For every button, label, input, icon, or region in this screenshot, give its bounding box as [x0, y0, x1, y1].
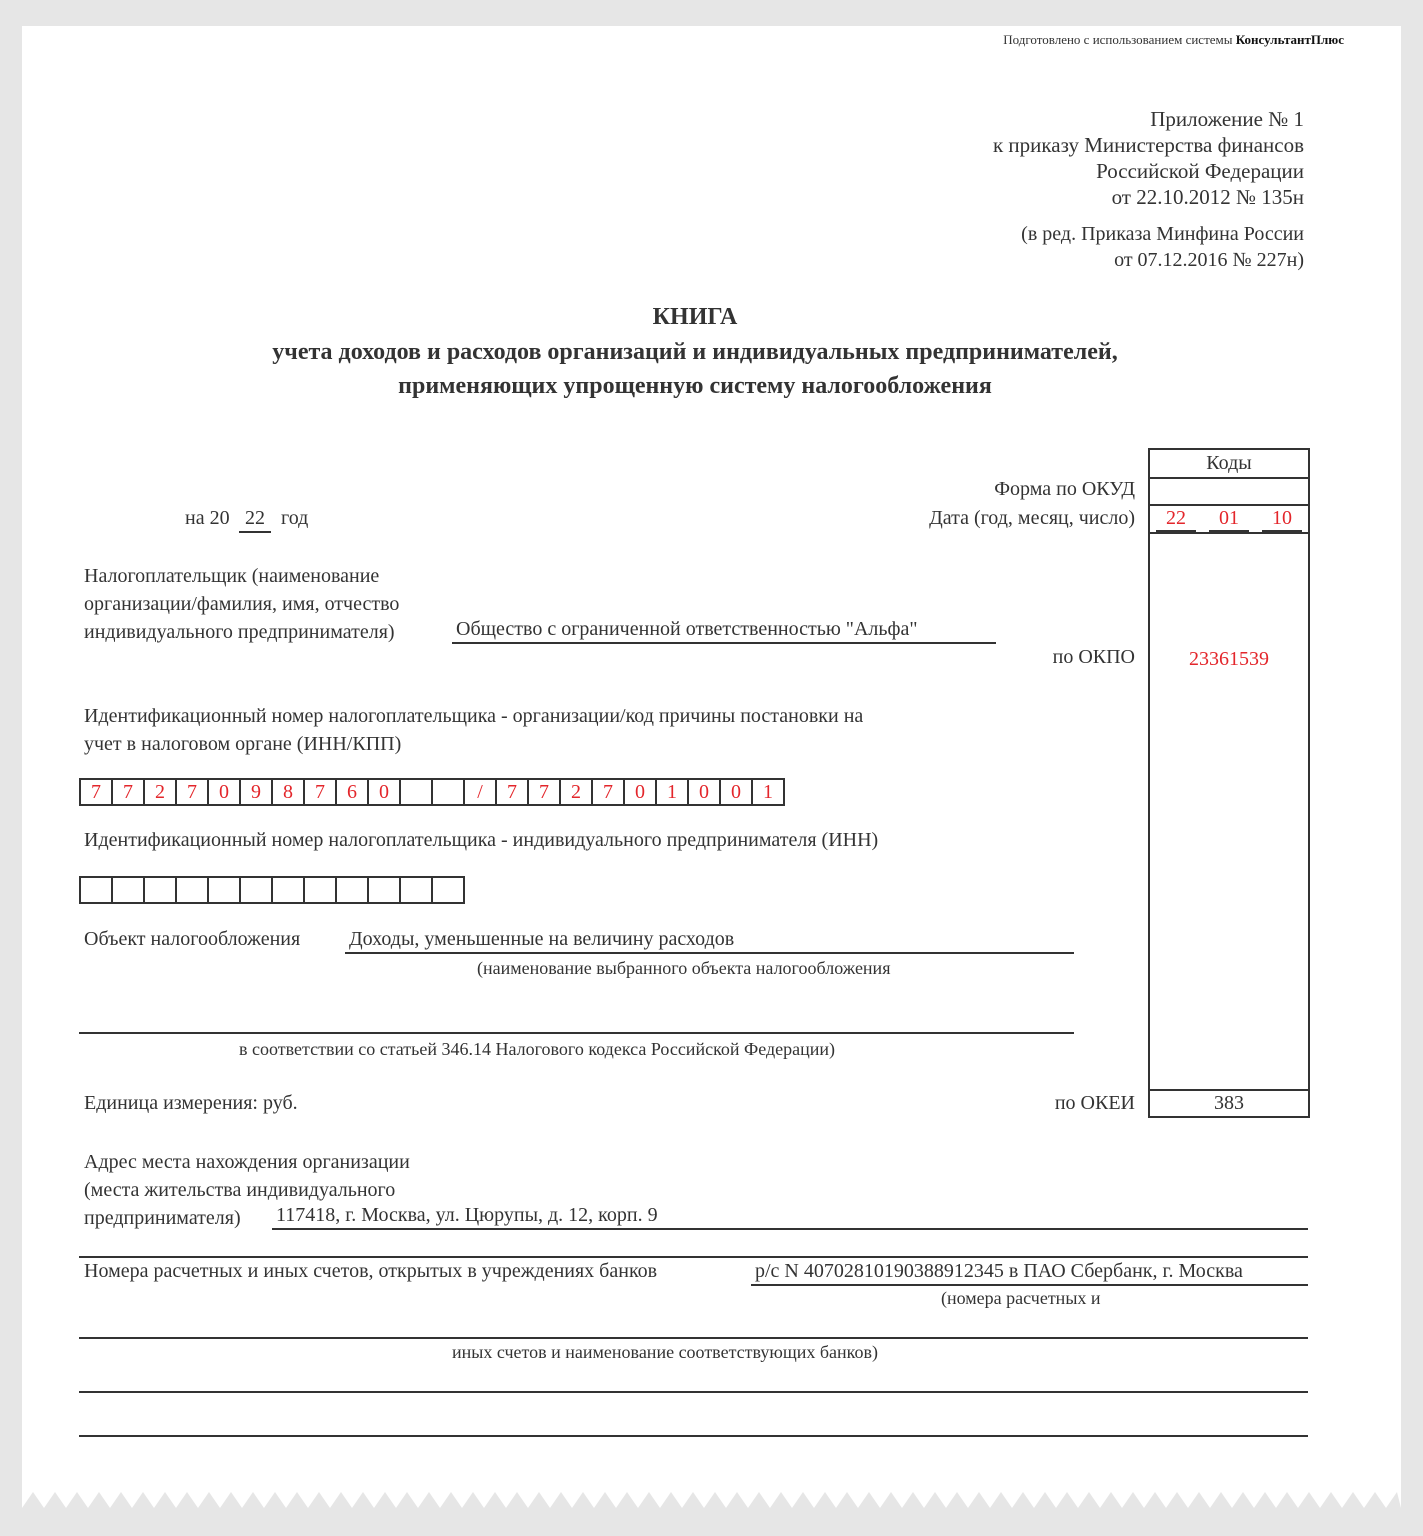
address-underline — [272, 1228, 1308, 1230]
tax-object-line-2 — [79, 1032, 1074, 1034]
inn-kpp-cell[interactable]: 7 — [81, 780, 113, 804]
taxpayer-label-line: индивидуального предпринимателя) — [84, 621, 395, 643]
tax-object-value[interactable]: Доходы, уменьшенные на величину расходов — [349, 928, 735, 950]
inn-kpp-cell[interactable]: 2 — [145, 780, 177, 804]
accounts-hint-2: иных счетов и наименование соответствующих банков) — [452, 1342, 878, 1362]
year-prefix: на 20 — [185, 507, 230, 529]
okei-label: по ОКЕИ — [1054, 1092, 1135, 1114]
inn-kpp-cell[interactable]: 7 — [497, 780, 529, 804]
inn-ip-cell[interactable] — [433, 878, 463, 902]
inn-kpp-cell[interactable]: 8 — [273, 780, 305, 804]
inn-kpp-cell[interactable]: 7 — [113, 780, 145, 804]
taxpayer-label-line: организации/фамилия, имя, отчество — [84, 593, 400, 615]
appendix-block — [993, 106, 1304, 210]
accounts-line-2 — [79, 1337, 1308, 1339]
date-year[interactable]: 22 — [1166, 507, 1186, 529]
inn-ip-label: Идентификационный номер налогоплательщика - индивидуального предпринимателя (ИНН) — [84, 829, 879, 851]
inn-kpp-cell[interactable]: 9 — [241, 780, 273, 804]
title-line-2: учета доходов и расходов организаций и индивидуальных предпринимателей, — [272, 339, 1118, 365]
tax-article-note: в соответствии со статьей 346.14 Налогового кодекса Российской Федерации) — [239, 1039, 836, 1059]
inn-kpp-cell[interactable]: 0 — [625, 780, 657, 804]
inn-ip-cell[interactable] — [369, 878, 401, 902]
accounts-label: Номера расчетных и иных счетов, открытых в учреждениях банков — [84, 1260, 658, 1282]
address-value[interactable]: 117418, г. Москва, ул. Цюрупы, д. 12, корп. 9 — [276, 1204, 658, 1226]
unit-label: Единица измерения: руб. — [84, 1092, 298, 1114]
inn-kpp-cell[interactable]: 0 — [209, 780, 241, 804]
title-line-3: применяющих упрощенную систему налогообложения — [398, 373, 992, 399]
address-line-2 — [79, 1256, 1308, 1258]
codes-divider — [1150, 1089, 1308, 1091]
inn-ip-cells[interactable] — [79, 876, 465, 904]
accounts-line-4 — [79, 1435, 1308, 1437]
inn-kpp-label-line: Идентификационный номер налогоплательщика - организации/код причины постановки на — [84, 705, 864, 727]
inn-kpp-cell[interactable] — [401, 780, 433, 804]
inn-kpp-label-line: учет в налоговом органе (ИНН/КПП) — [84, 733, 402, 755]
inn-ip-cell[interactable] — [401, 878, 433, 902]
inn-kpp-cell[interactable]: 7 — [529, 780, 561, 804]
inn-kpp-cell[interactable]: 0 — [689, 780, 721, 804]
inn-kpp-cell[interactable] — [433, 780, 465, 804]
inn-kpp-cell[interactable]: 0 — [721, 780, 753, 804]
inn-ip-cell[interactable] — [337, 878, 369, 902]
appendix-line: Приложение № 1 — [1150, 107, 1304, 131]
okpo-label: по ОКПО — [1052, 646, 1135, 668]
inn-kpp-cell[interactable]: 7 — [177, 780, 209, 804]
date-label: Дата (год, месяц, число) — [929, 507, 1135, 529]
okud-label: Форма по ОКУД — [994, 478, 1135, 500]
address-label-line: (места жительства индивидуального — [84, 1179, 396, 1201]
edition-block — [1021, 221, 1304, 273]
inn-ip-cell[interactable] — [113, 878, 145, 902]
year-value[interactable]: 22 — [245, 507, 265, 529]
date-underline — [1156, 530, 1196, 532]
taxpayer-label-line: Налогоплательщик (наименование — [84, 565, 380, 587]
tax-object-label: Объект налогообложения — [84, 928, 301, 950]
codes-divider — [1150, 477, 1308, 479]
codes-divider — [1150, 532, 1308, 534]
inn-kpp-cell[interactable]: 7 — [305, 780, 337, 804]
appendix-line: от 22.10.2012 № 135н — [1111, 185, 1304, 209]
inn-kpp-label — [84, 702, 863, 758]
inn-ip-cell[interactable] — [177, 878, 209, 902]
inn-kpp-cell[interactable]: 1 — [657, 780, 689, 804]
accounts-hint-1: (номера расчетных и — [941, 1288, 1101, 1308]
inn-kpp-cells[interactable] — [79, 778, 785, 806]
consultant-note — [1003, 32, 1344, 48]
inn-ip-cell[interactable] — [305, 878, 337, 902]
accounts-line-3 — [79, 1391, 1308, 1393]
appendix-line: Российской Федерации — [1096, 159, 1304, 183]
codes-divider — [1150, 504, 1308, 506]
taxpayer-name[interactable]: Общество с ограниченной ответственностью "Альфа" — [456, 618, 918, 640]
year-underline — [239, 531, 271, 533]
inn-kpp-cell[interactable]: 0 — [369, 780, 401, 804]
codes-box — [1148, 448, 1310, 1118]
codes-header: Коды — [1206, 452, 1252, 474]
inn-kpp-cell[interactable]: 1 — [763, 781, 773, 803]
inn-kpp-cell[interactable]: / — [465, 780, 497, 804]
inn-ip-cell[interactable] — [145, 878, 177, 902]
inn-ip-cell[interactable] — [273, 878, 305, 902]
inn-kpp-cell[interactable]: 6 — [337, 780, 369, 804]
note-brand: КонсультантПлюс — [1235, 32, 1344, 47]
date-day[interactable]: 10 — [1272, 507, 1292, 529]
taxpayer-underline — [452, 642, 996, 644]
tax-object-hint: (наименование выбранного объекта налогообложения — [477, 958, 891, 978]
year-suffix: год — [281, 507, 309, 529]
inn-ip-cell[interactable] — [209, 878, 241, 902]
inn-kpp-cell[interactable]: 7 — [593, 780, 625, 804]
edition-line: (в ред. Приказа Минфина России — [1021, 223, 1304, 245]
torn-edge — [22, 1490, 1401, 1536]
okpo-code[interactable]: 23361539 — [1189, 648, 1269, 670]
date-underline — [1262, 530, 1302, 532]
note-prefix: Подготовлено с использованием системы — [1003, 32, 1233, 47]
inn-kpp-cell[interactable]: 2 — [561, 780, 593, 804]
taxpayer-label — [84, 562, 399, 646]
accounts-value[interactable]: р/с N 40702810190388912345 в ПАО Сбербанк, г. Москва — [755, 1260, 1243, 1282]
date-month[interactable]: 01 — [1219, 507, 1239, 529]
address-label-line: Адрес места нахождения организации — [84, 1151, 410, 1173]
inn-ip-cell[interactable] — [81, 878, 113, 902]
date-underline — [1209, 530, 1249, 532]
okei-code[interactable]: 383 — [1214, 1092, 1244, 1114]
tax-object-underline — [345, 952, 1074, 954]
appendix-line: к приказу Министерства финансов — [992, 133, 1304, 157]
address-label-line: предпринимателя) — [84, 1207, 241, 1229]
inn-ip-cell[interactable] — [241, 878, 273, 902]
accounts-underline — [751, 1284, 1308, 1286]
page-title: КНИГА — [652, 304, 738, 330]
edition-line: от 07.12.2016 № 227н) — [1114, 249, 1304, 271]
